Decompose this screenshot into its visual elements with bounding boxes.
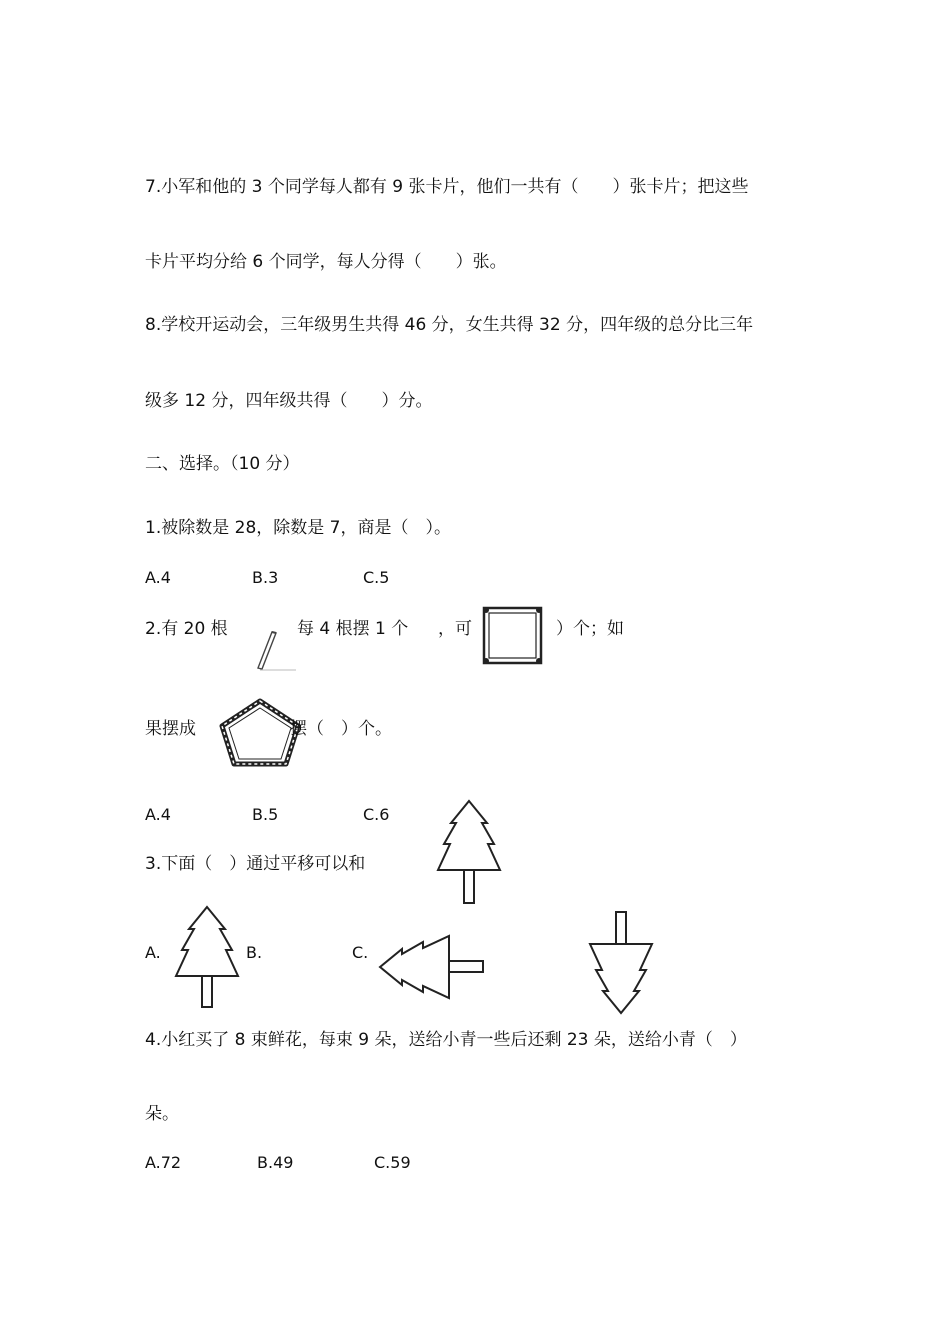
q2-part1: 2.有 20 根 [145, 619, 228, 639]
q7-line1: 7.小军和他的 3 个同学每人都有 9 张卡片，他们一共有（ ）张卡片；把这些 [145, 177, 749, 197]
q2-part2: 每 4 根摆 1 个 [297, 619, 409, 639]
q8-line2: 级多 12 分，四年级共得（ ）分。 [145, 391, 433, 411]
q4-line1: 4.小红买了 8 束鲜花，每束 9 朵，送给小青一些后还剩 23 朵，送给小青（ ） [145, 1030, 747, 1050]
q2-part6: 摆（ ）个。 [290, 719, 392, 739]
q1-option-a: A.4 [145, 568, 171, 587]
tree-option-a-icon [175, 905, 239, 1009]
q2-part4: ）个；如 [556, 619, 624, 639]
q1-text: 1.被除数是 28，除数是 7，商是（ ）。 [145, 518, 451, 538]
q2-option-a: A.4 [145, 805, 171, 824]
q3-option-a: A. [145, 943, 161, 962]
tree-rotated-left-icon [378, 932, 486, 1002]
tree-reference-icon [438, 799, 500, 905]
q3-option-c: C. [352, 943, 369, 962]
q2-part3: ，可 [438, 619, 472, 639]
stick-icon [252, 628, 302, 672]
q8-line1: 8.学校开运动会，三年级男生共得 46 分，女生共得 32 分，四年级的总分比三年 [145, 315, 754, 335]
q3-text: 3.下面（ ）通过平移可以和 [145, 854, 366, 874]
section2-heading: 二、选择。（10 分） [145, 454, 300, 474]
q4-option-b: B.49 [257, 1153, 294, 1172]
q4-line2: 朵。 [145, 1104, 179, 1124]
tree-upside-down-icon [588, 910, 654, 1016]
q3-option-b: B. [246, 943, 263, 962]
q2-option-b: B.5 [252, 805, 279, 824]
q1-option-b: B.3 [252, 568, 279, 587]
q7-line2: 卡片平均分给 6 个同学，每人分得（ ）张。 [145, 252, 507, 272]
q2-part5: 果摆成 [145, 719, 196, 739]
q1-option-c: C.5 [363, 568, 390, 587]
square-shape-icon [478, 602, 548, 668]
q4-option-c: C.59 [374, 1153, 411, 1172]
q2-option-c: C.6 [363, 805, 390, 824]
q4-option-a: A.72 [145, 1153, 182, 1172]
